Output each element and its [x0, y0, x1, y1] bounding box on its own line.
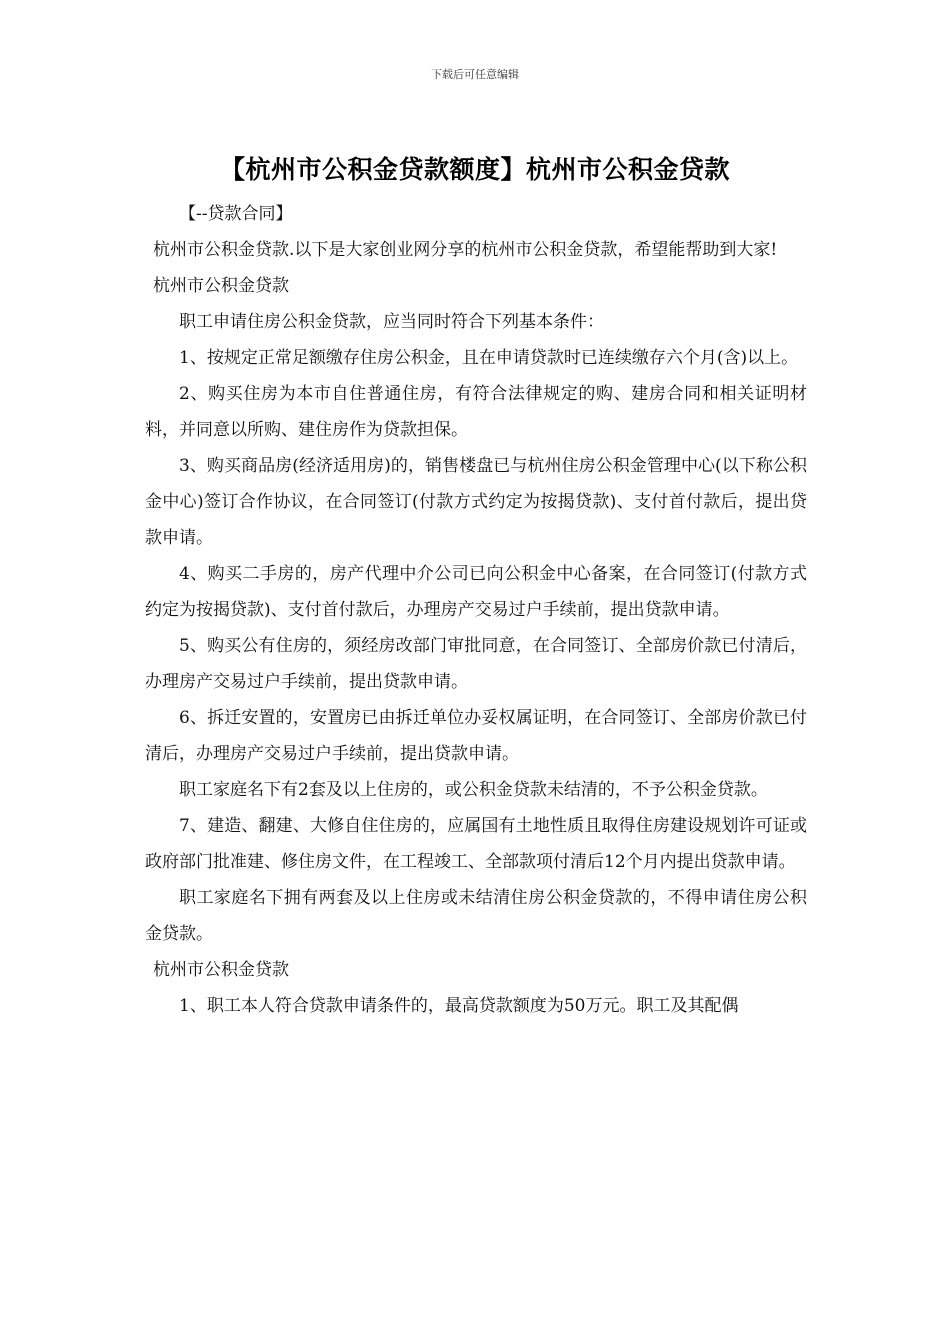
header-note: 下载后可任意编辑 — [431, 68, 519, 81]
section-heading: 杭州市公积金贷款 — [153, 276, 289, 296]
list-item: 1、职工本人符合贷款申请条件的，最高贷款额度为50万元。职工及其配偶 — [179, 996, 739, 1016]
paragraph-tag: 【--贷款合同】 — [179, 204, 293, 224]
list-item: 6、拆迁安置的，安置房已由拆迁单位办妥权属证明，在合同签订、全部房价款已付清后，办理房产交易过户手续前，提出贷款申请。 — [145, 708, 807, 764]
paragraph: 职工申请住房公积金贷款，应当同时符合下列基本条件： — [179, 312, 604, 332]
document-body — [145, 196, 807, 1024]
list-item: 7、建造、翻建、大修自住住房的，应属国有土地性质且取得住房建设规划许可证或政府部门批准建、修住房文件，在工程竣工、全部款项付清后12个月内提出贷款申请。 — [145, 816, 807, 872]
section-heading: 杭州市公积金贷款 — [153, 960, 289, 980]
list-item: 5、购买公有住房的，须经房改部门审批同意，在合同签订、全部房价款已付清后，办理房产交易过户手续前，提出贷款申请。 — [145, 636, 807, 692]
list-item: 3、购买商品房(经济适用房)的，销售楼盘已与杭州住房公积金管理中心(以下称公积金中心)签订合作协议，在合同签订(付款方式约定为按揭贷款)、支付首付款后，提出贷款申请。 — [145, 456, 807, 548]
document-title: 【杭州市公积金贷款额度】杭州市公积金贷款 — [219, 155, 730, 184]
paragraph: 职工家庭名下拥有两套及以上住房或未结清住房公积金贷款的，不得申请住房公积金贷款。 — [145, 888, 807, 944]
list-item: 4、购买二手房的，房产代理中介公司已向公积金中心备案，在合同签订(付款方式约定为按揭贷款)、支付首付款后，办理房产交易过户手续前，提出贷款申请。 — [145, 564, 807, 620]
paragraph-intro: 杭州市公积金贷款.以下是大家创业网分享的杭州市公积金贷款，希望能帮助到大家! — [153, 240, 778, 260]
list-item: 1、按规定正常足额缴存住房公积金，且在申请贷款时已连续缴存六个月(含)以上。 — [179, 348, 799, 368]
paragraph: 职工家庭名下有2套及以上住房的，或公积金贷款未结清的，不予公积金贷款。 — [179, 780, 768, 800]
list-item: 2、购买住房为本市自住普通住房，有符合法律规定的购、建房合同和相关证明材料，并同意以所购、建住房作为贷款担保。 — [145, 384, 807, 440]
